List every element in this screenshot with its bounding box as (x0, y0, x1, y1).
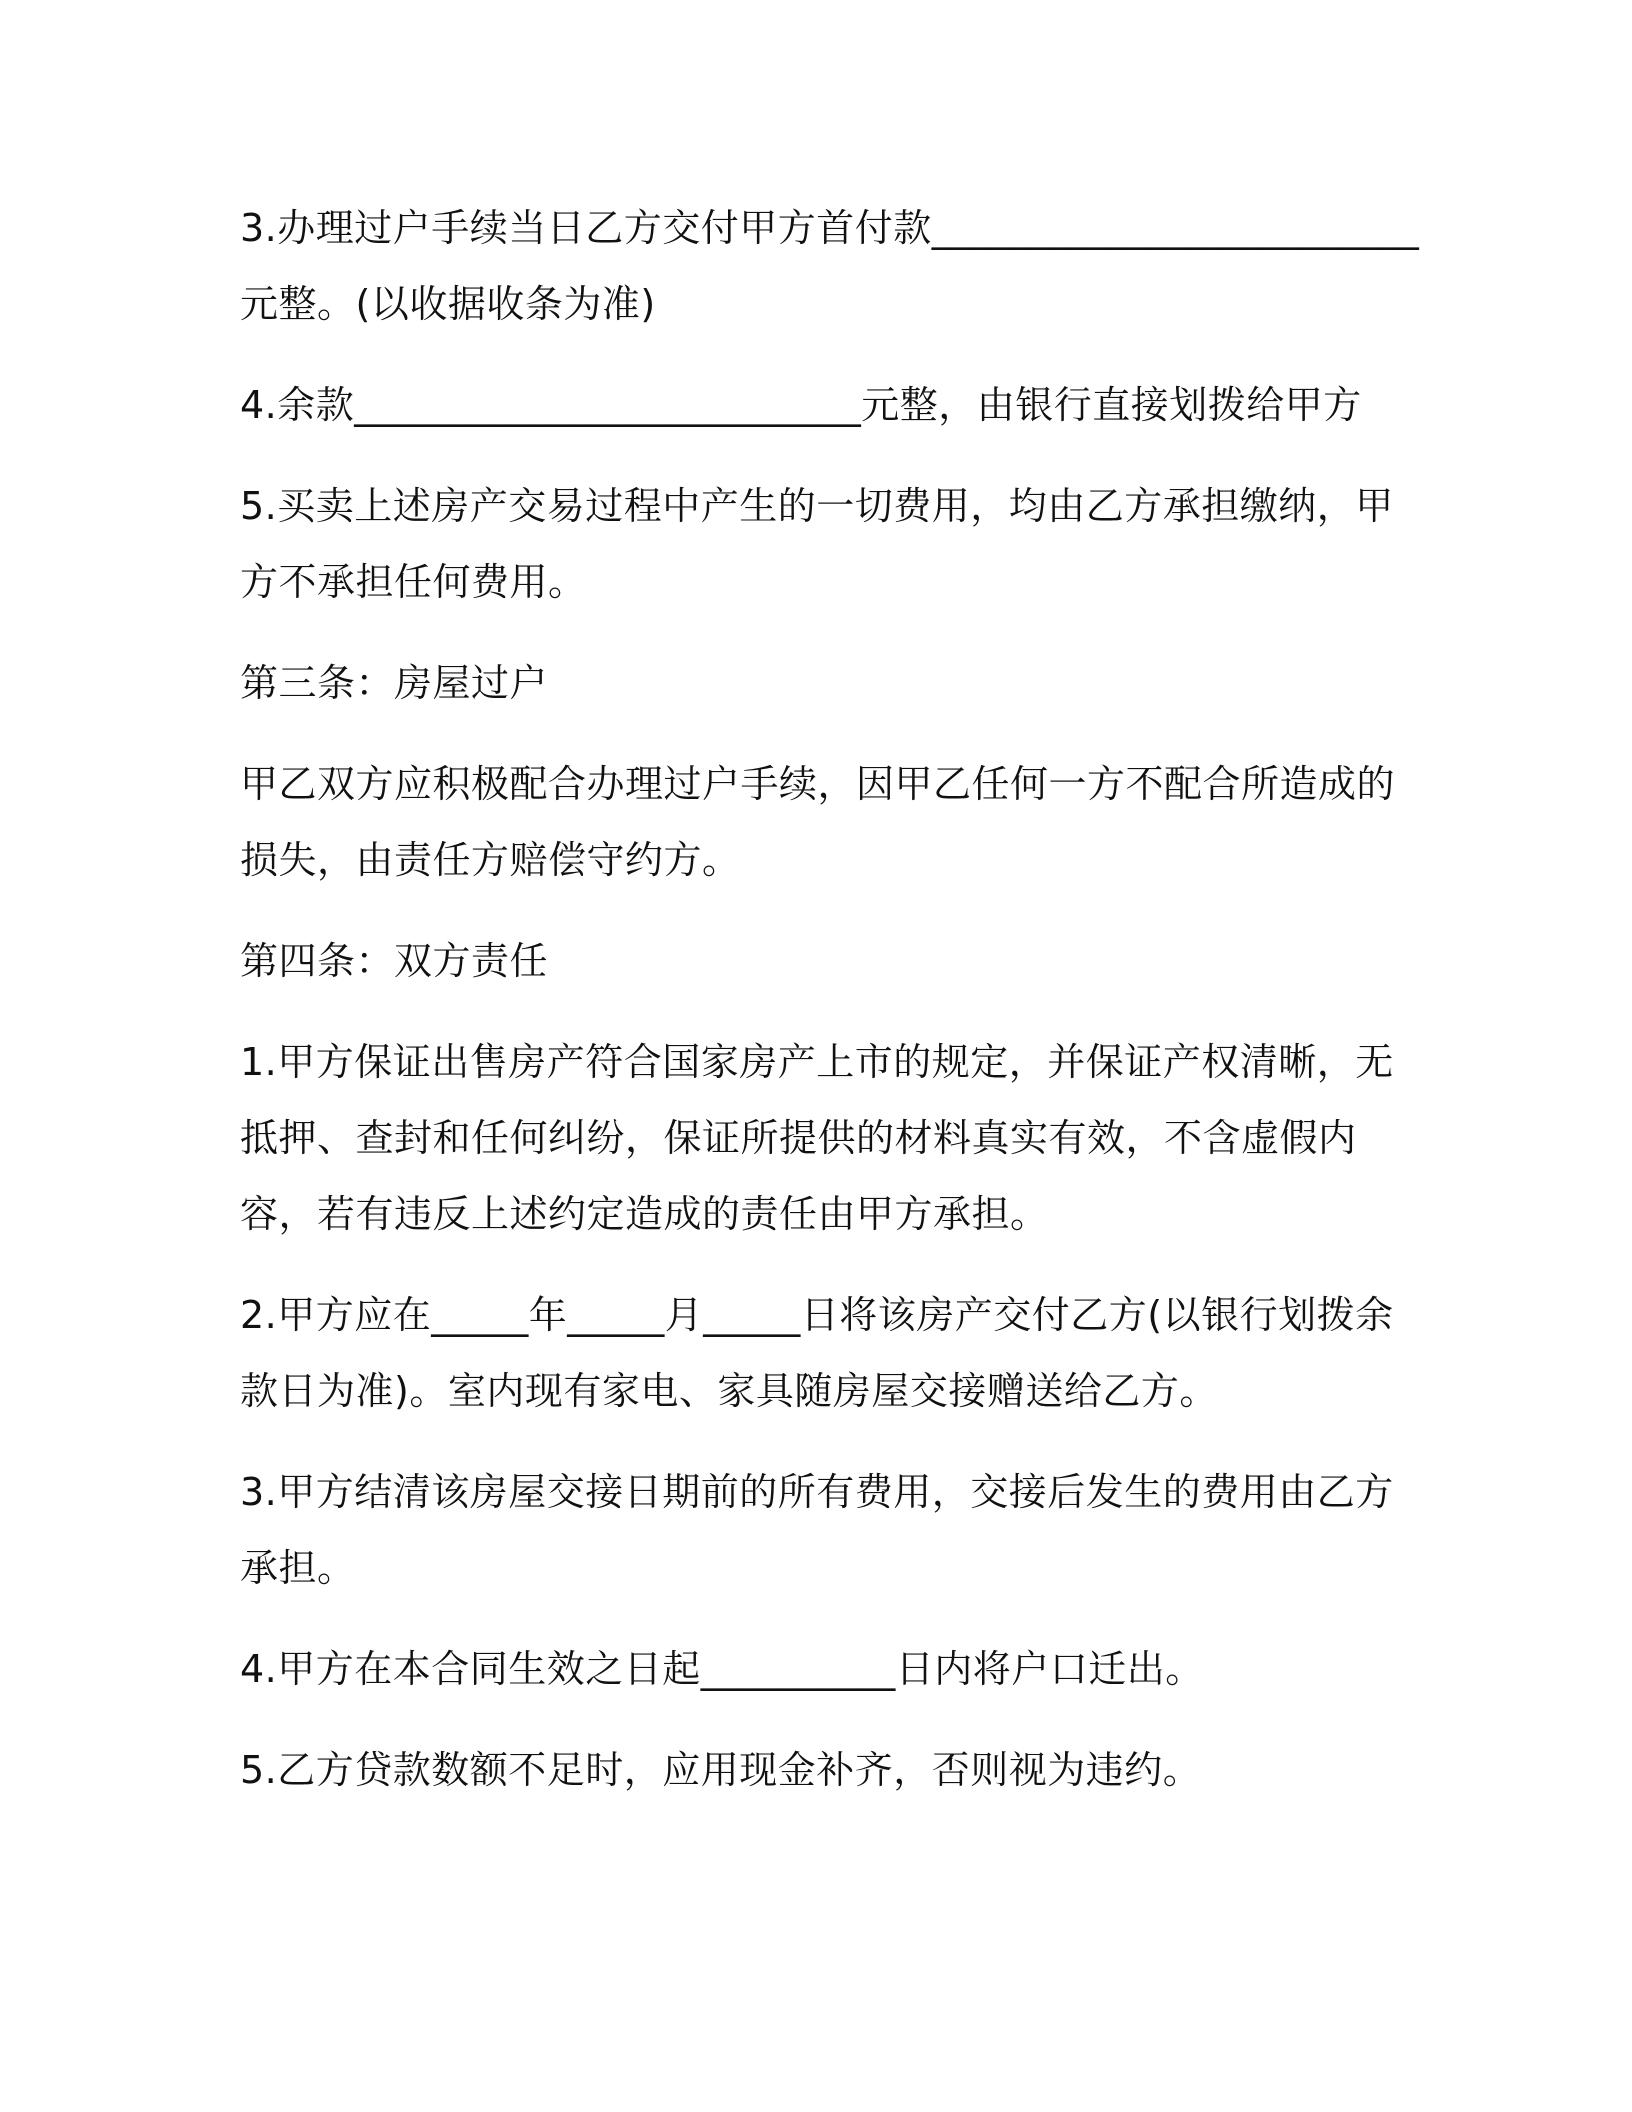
clause3-body-text: 甲乙双方应积极配合办理过户手续，因甲乙任何一方不配合所造成的损失，由责任方赔偿守约方。 (240, 762, 1396, 882)
clause2-item5-text: 5.买卖上述房产交易过程中产生的一切费用，均由乙方承担缴纳，甲方不承担任何费用。 (240, 484, 1394, 604)
clause4-item1-text: 1.甲方保证出售房产符合国家房产上市的规定，并保证产权清晰，无抵押、查封和任何纠纷，保证所提供的材料真实有效，不含虚假内容，若有违反上述约定造成的责任由甲方承担。 (240, 1040, 1394, 1236)
clause2-item4-text: 4.余款__________________________元整，由银行直接划拨给甲方 (240, 383, 1362, 427)
clause4-item4-text: 4.甲方在本合同生效之日起__________日内将户口迁出。 (240, 1647, 1204, 1691)
clause4-heading: 第四条：双方责任 (240, 939, 549, 983)
clause2-item3-text: 3.办理过户手续当日乙方交付甲方首付款_________________________元整。(以收据收条为准) (240, 206, 1420, 326)
clause4-item5-text: 5.乙方贷款数额不足时，应用现金补齐，否则视为违约。 (240, 1748, 1202, 1792)
document-body (240, 190, 1420, 1833)
clause4-item3-text: 3.甲方结清该房屋交接日期前的所有费用，交接后发生的费用由乙方承担。 (240, 1470, 1394, 1590)
clause4-item2-text: 2.甲方应在_____年_____月_____日将该房产交付乙方(以银行划拨余款日为准)。室内现有家电、家具随房屋交接赠送给乙方。 (240, 1293, 1394, 1413)
clause3-heading: 第三条：房屋过户 (240, 661, 549, 705)
